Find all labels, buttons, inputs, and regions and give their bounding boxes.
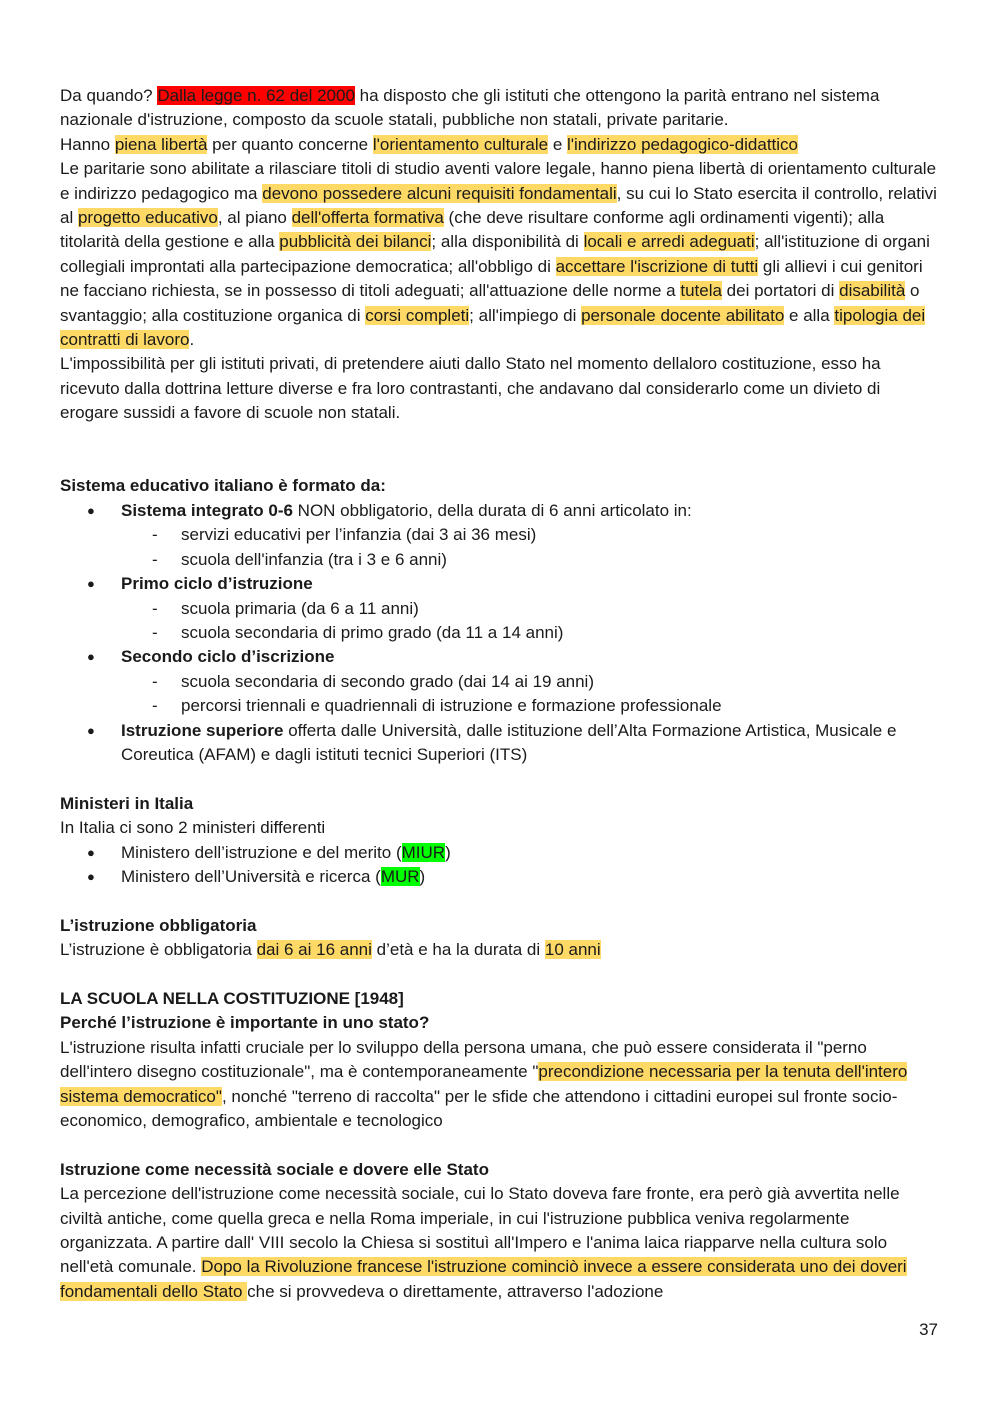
list-item <box>60 865 940 889</box>
heading-obbligatoria <box>60 914 940 938</box>
highlight: dai 6 ai 16 anni <box>256 940 372 960</box>
highlight-red: Dalla legge n. 62 del 2000 <box>157 86 355 105</box>
sublist-item: - percorsi triennali e quadriennali di istruzione e formazione professionale <box>121 694 940 718</box>
sublist-item: - scuola dell'infanzia (tra i 3 e 6 anni) <box>121 548 940 572</box>
item-text: offerta dalle Università, dalle istituzione dell’Alta Formazione Artistica, Musicale e Coreutica (AFAM) e dagli istituti tecnici Superiori (ITS) <box>121 720 897 764</box>
item-bold: Sistema integrato 0-6 <box>121 500 293 520</box>
heading-text: Ministeri in Italia <box>60 793 194 813</box>
item-bold: Primo ciclo d’istruzione <box>121 574 313 594</box>
heading-text: L’istruzione obbligatoria <box>60 915 257 935</box>
item-text: ) <box>445 842 451 862</box>
paragraph-requisiti <box>60 157 940 352</box>
sistema-list <box>60 499 940 767</box>
heading-text: Sistema educativo italiano è formato da: <box>60 476 386 496</box>
highlight: l'indirizzo pedagogico-didattico <box>567 134 798 154</box>
text: Hanno <box>60 134 115 154</box>
heading-costituzione <box>60 987 940 1011</box>
sublist <box>121 523 940 572</box>
list-item <box>60 719 940 768</box>
text: o svantaggio; alla costituzione organica di <box>60 281 920 325</box>
sublist <box>121 670 940 719</box>
sublist <box>121 597 940 646</box>
text: L’istruzione è obbligatoria <box>60 940 257 960</box>
page-number: 37 <box>919 1320 938 1339</box>
highlight: personale docente abilitato <box>581 305 785 325</box>
text: ; all'impiego di <box>469 305 582 325</box>
ministeri-intro: In Italia ci sono 2 ministeri differenti <box>60 818 326 838</box>
text: che si provvedeva o direttamente, attraverso l'adozione <box>247 1281 664 1301</box>
heading-text: Istruzione come necessità sociale e dovere elle Stato <box>60 1159 489 1179</box>
text: , su cui lo Stato esercita il controllo, relativi al <box>60 183 937 228</box>
list-item <box>60 645 940 718</box>
subheading-perche <box>60 1011 940 1035</box>
highlight-green: MUR <box>380 866 420 886</box>
highlight: pubblicità dei bilanci <box>279 232 432 252</box>
highlight: accettare l'iscrizione di tutti <box>555 256 759 276</box>
list-item <box>60 841 940 865</box>
highlight: progetto educativo <box>77 208 218 228</box>
highlight: disabilità <box>839 281 906 301</box>
highlight: precondizione necessaria per la tenuta dell'intero sistema democratico" <box>60 1062 908 1106</box>
text: L'istruzione risulta infatti cruciale per lo sviluppo della persona umana, che può essere considerata il "perno dell'intero disegno costituzionale", ma è contemporaneamente " <box>60 1037 867 1082</box>
sublist-item: - scuola primaria (da 6 a 11 anni) <box>121 597 940 621</box>
text: La percezione dell'istruzione come necessità sociale, cui lo Stato doveva fare fronte, era però già avvertita nelle civiltà antiche, come quella greca e nella Roma imperiale, in cui l'istruzione pubblica veniva regolarmente organizzata. A partire dall' VIII secolo la Chiesa si sostituì all'Impero e l'anima laica riapparve nella cultura solo nell'età comunale. <box>60 1184 900 1277</box>
text: gli allievi i cui genitori ne facciano richiesta, se in possesso di titoli adeguati; all'attuazione delle norme a <box>60 256 923 301</box>
sublist-item: - scuola secondaria di primo grado (da 11 a 14 anni) <box>121 621 940 645</box>
highlight: piena libertà <box>114 134 208 154</box>
highlight: tipologia dei contratti di lavoro <box>60 305 926 350</box>
highlight: l'orientamento culturale <box>372 134 549 154</box>
text: . <box>189 330 195 350</box>
highlight-green: MIUR <box>401 842 446 862</box>
text: e alla <box>784 305 835 325</box>
text: , nonché "terreno di raccolta" per le sfide che attendono i cittadini europei sul fronte socio-economico, demografico, ambientale e tecnologico <box>60 1086 898 1130</box>
item-bold: Secondo ciclo d’iscrizione <box>121 647 335 667</box>
heading-text: LA SCUOLA NELLA COSTITUZIONE [1948] <box>60 988 404 1008</box>
highlight: locali e arredi adeguati <box>583 232 755 252</box>
item-text: NON obbligatorio, della durata di 6 anni articolato in: <box>292 500 692 520</box>
highlight: tutela <box>680 281 722 301</box>
text: ; all'istituzione di organi collegiali improntati alla partecipazione democratica; all'obbligo di <box>60 232 930 276</box>
heading-sistema-educativo <box>60 474 940 498</box>
text: Le paritarie sono abilitate a rilasciare titoli di studio aventi valore legale, hanno piena libertà di orientamento culturale e indirizzo pedagogico ma <box>60 159 937 203</box>
text: d’età e ha la durata di <box>371 940 545 960</box>
paragraph-obbligatoria <box>60 938 940 962</box>
heading-ministeri <box>60 792 940 816</box>
highlight: Dopo la Rivoluzione francese l'istruzione cominciò invece a essere considerata uno dei doveri fondamentali dello Stato <box>60 1257 907 1301</box>
highlight: 10 anni <box>544 940 601 960</box>
list-item <box>60 572 940 645</box>
text: (che deve risultare conforme agli ordinamenti vigenti); alla titolarità della gestione e alla <box>60 208 885 252</box>
text: , al piano <box>217 208 292 228</box>
text: Da quando? <box>60 86 158 105</box>
paragraph-necessita <box>60 1182 940 1304</box>
item-bold: Istruzione superiore <box>121 720 284 740</box>
paragraph-liberta <box>60 133 940 157</box>
paragraph-costituzione <box>60 1036 940 1134</box>
text: ; alla disponibilità di <box>431 232 584 252</box>
text: dei portatori di <box>721 281 840 301</box>
paragraph-impossibilita: L'impossibilità per gli istituti privati, di pretendere aiuti dallo Stato nel momento dellaloro costituzione, esso ha ricevuto dalla dottrina letture diverse e fra loro contrastanti, che andavano dal considerarlo come un divieto di erogare sussidi a favore di scuole non statali. <box>60 354 881 423</box>
sublist-item: - scuola secondaria di secondo grado (dai 14 ai 19 anni) <box>121 670 940 694</box>
list-item <box>60 499 940 572</box>
text: per quanto concerne <box>207 134 373 154</box>
highlight: dell'offerta formativa <box>291 208 444 228</box>
text: e <box>548 134 567 154</box>
ministeri-list <box>60 841 940 890</box>
item-text: Ministero dell’Università e ricerca ( <box>121 866 381 886</box>
text: ha disposto che gli istituti che ottengono la parità entrano nel sistema nazionale d'istruzione, composto da scuole statali, pubbliche non statali, private paritarie. <box>60 86 880 130</box>
heading-necessita <box>60 1158 940 1182</box>
heading-text: Perché l’istruzione è importante in uno stato? <box>60 1013 430 1033</box>
item-text: ) <box>419 866 426 886</box>
sublist-item: - servizi educativi per l’infanzia (dai 3 ai 36 mesi) <box>121 523 940 547</box>
paragraph-parita <box>60 84 940 133</box>
highlight: devono possedere alcuni requisiti fondamentali <box>262 183 617 203</box>
highlight: corsi completi <box>365 305 470 325</box>
item-text: Ministero dell’istruzione e del merito ( <box>121 842 402 862</box>
document-page <box>60 84 940 1304</box>
